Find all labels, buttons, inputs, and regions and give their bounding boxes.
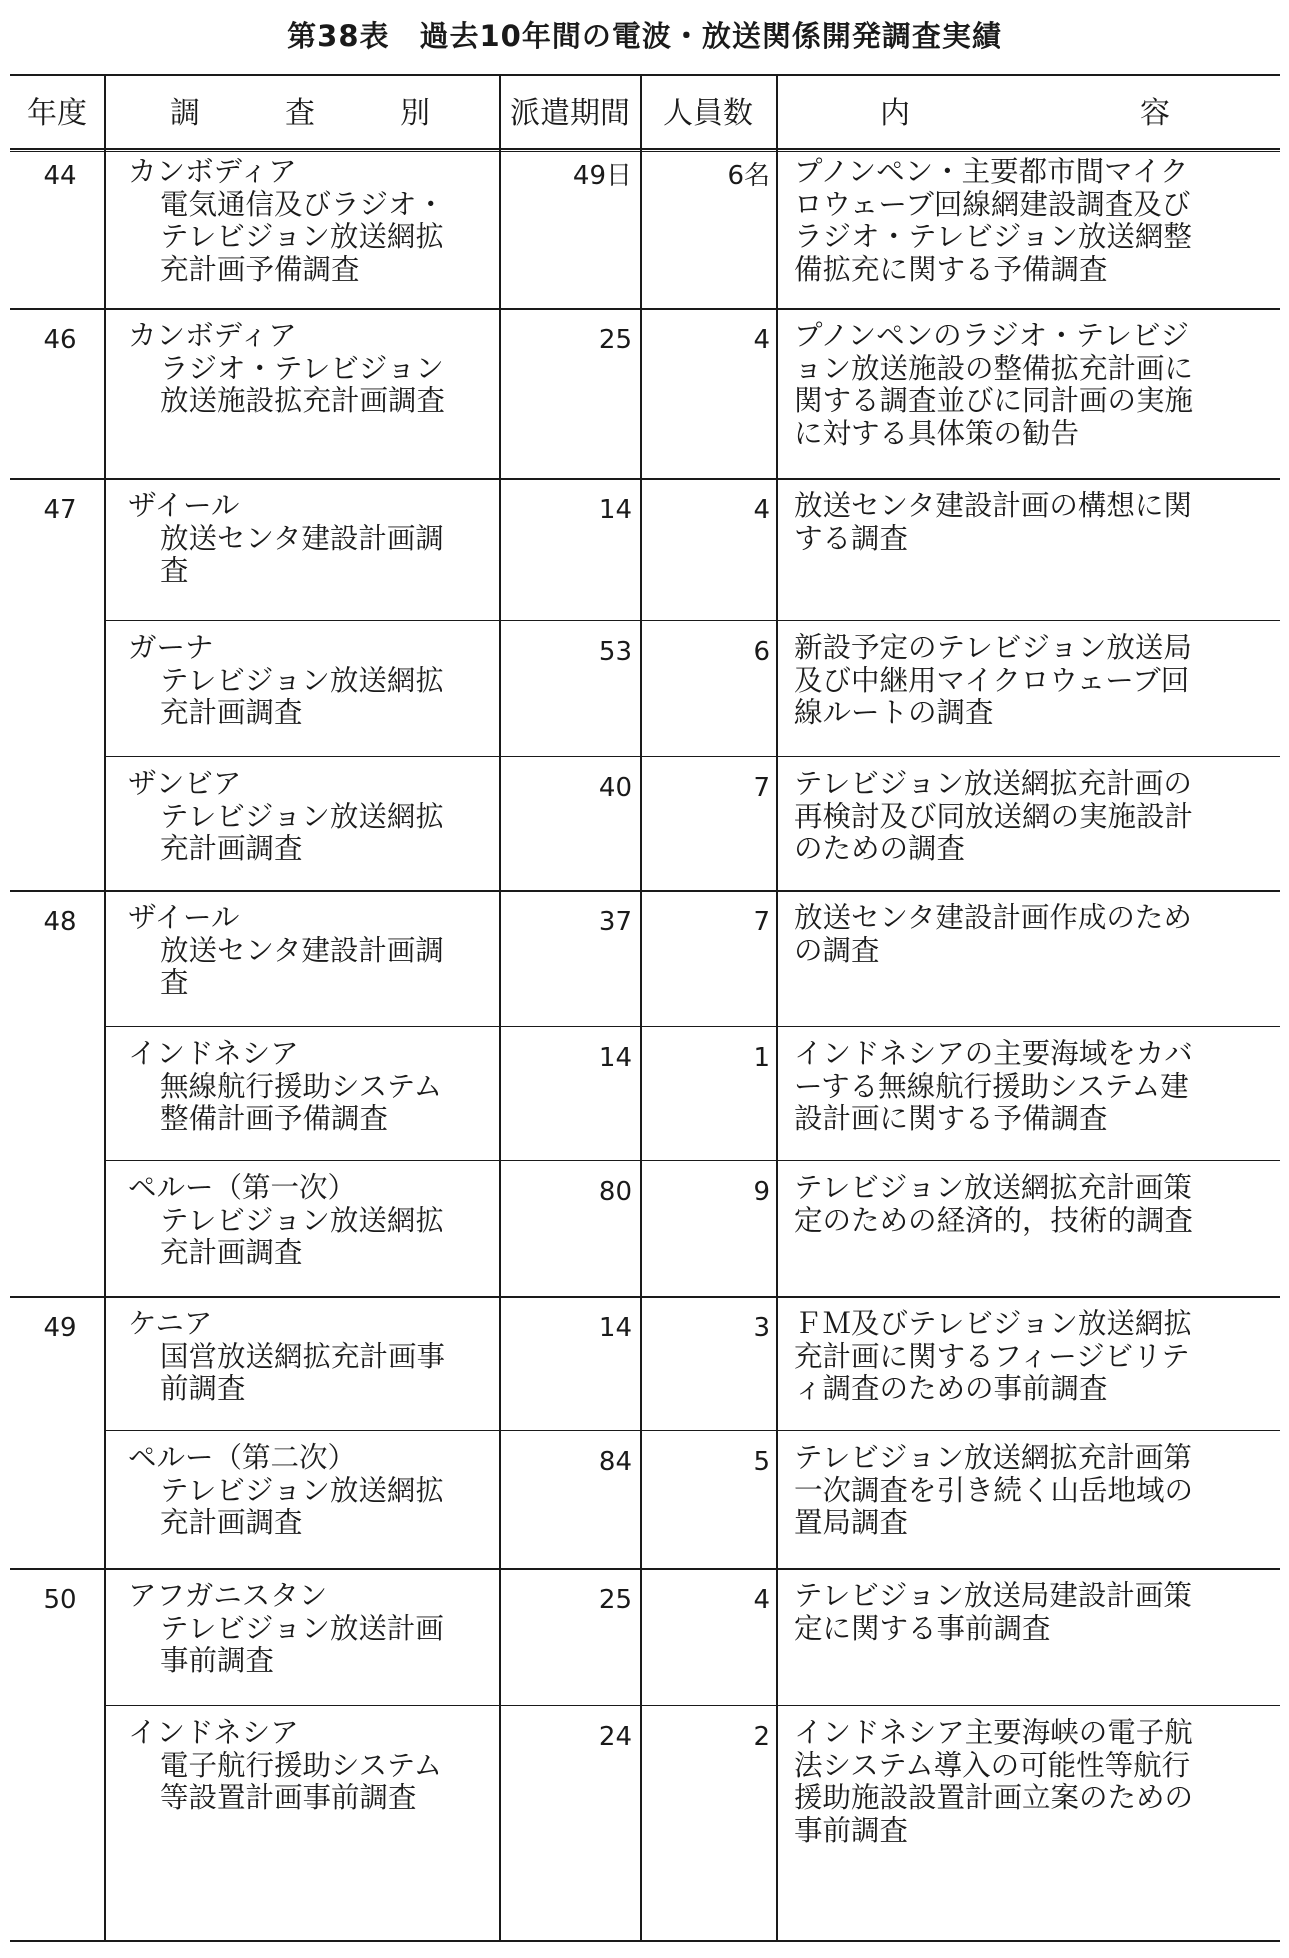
survey-title-line: 放送センタ建設計画調 (160, 521, 444, 555)
year-group-border (10, 478, 1280, 480)
content-line: ィ調査のための事前調査 (794, 1372, 1108, 1405)
member-count: 4 (753, 1585, 770, 1615)
survey-title-line: 査 (160, 554, 189, 587)
row-border (106, 756, 1280, 757)
dispatch-period: 80 (598, 1177, 632, 1207)
content-line: 線ルートの調査 (794, 696, 994, 729)
content-line: インドネシア主要海峡の電子航 (794, 1716, 1193, 1749)
content-line: プノンペンのラジオ・テレビジ (794, 319, 1190, 352)
member-count: 6 (753, 637, 770, 667)
dispatch-period: 37 (598, 907, 632, 937)
year-cell: 44 (43, 161, 77, 191)
row-border (106, 1026, 1280, 1027)
content-line: 援助施設設置計画立案のための (794, 1781, 1194, 1814)
content-line: 定のための経済的，技術的調査 (794, 1203, 1194, 1237)
survey-title-line: テレビジョン放送網拡 (160, 1473, 444, 1507)
survey-title-line: テレビジョン放送網拡 (160, 799, 444, 833)
survey-title-line: 無線航行援助システム (160, 1069, 443, 1103)
content-line: テレビジョン放送局建設計画策 (794, 1579, 1192, 1612)
dispatch-period: 53 (598, 637, 632, 667)
dispatch-period: 14 (598, 1313, 632, 1343)
content-line: 一次調査を引き続く山岳地域の (794, 1473, 1194, 1507)
header-survey-1: 調 (170, 96, 200, 131)
dispatch-period: 40 (598, 773, 632, 803)
content-line: ョン放送施設の整備拡充計画に (794, 351, 1194, 385)
header-bottom-border-2 (10, 151, 1280, 152)
content-line: 及び中継用マイクロウェーブ回 (794, 663, 1190, 697)
year-group-border (10, 308, 1280, 310)
country-name: ザンビア (128, 767, 242, 800)
dispatch-period: 14 (598, 1043, 632, 1073)
row-border (106, 620, 1280, 621)
header-survey-2: 査 (285, 96, 315, 131)
country-name: ケニア (128, 1307, 213, 1340)
content-line: の調査 (794, 933, 880, 967)
survey-title-line: 電気通信及びラジオ・ (160, 187, 446, 221)
country-name: インドネシア (128, 1716, 299, 1749)
content-line: 充計画に関するフィージビリテ (794, 1339, 1190, 1373)
dispatch-period: 24 (598, 1722, 632, 1752)
content-line: 定に関する事前調査 (794, 1611, 1051, 1645)
year-cell: 46 (43, 325, 77, 355)
survey-title-line: 充計画調査 (160, 832, 303, 865)
country-name: カンボディア (128, 155, 297, 188)
country-name: インドネシア (128, 1037, 299, 1070)
year-group-border (10, 890, 1280, 892)
content-line: インドネシアの主要海域をカバ (794, 1037, 1193, 1070)
content-line: 事前調査 (794, 1813, 909, 1847)
content-line: 新設予定のテレビジョン放送局 (794, 631, 1192, 664)
content-line: する調査 (794, 521, 909, 555)
row-border (106, 1160, 1280, 1161)
dispatch-period: 14 (598, 495, 632, 525)
content-line: 放送センタ建設計画の構想に関 (794, 489, 1192, 522)
column-divider-year (104, 76, 106, 1940)
column-divider-members (776, 76, 778, 1940)
content-line: に対する具体策の勧告 (794, 416, 1080, 450)
survey-title-line: 充計画調査 (160, 1506, 303, 1539)
survey-title-line: 放送センタ建設計画調 (160, 933, 444, 967)
content-line: テレビジョン放送網拡充計画策 (794, 1171, 1192, 1204)
dispatch-period: 25 (598, 325, 632, 355)
member-count: 5 (753, 1447, 770, 1477)
content-line: 放送センタ建設計画作成のため (794, 901, 1192, 934)
survey-title-line: 充計画調査 (160, 696, 303, 729)
content-line: テレビジョン放送網拡充計画第 (794, 1441, 1192, 1474)
header-members: 人員数 (663, 96, 753, 131)
country-name: ザイール (128, 901, 240, 934)
content-line: 備拡充に関する予備調査 (794, 252, 1108, 286)
content-line: ーする無線航行援助システム建 (794, 1069, 1189, 1103)
member-count: 4 (753, 495, 770, 525)
dispatch-period: 49日 (572, 161, 632, 191)
survey-title-line: 査 (160, 966, 189, 999)
content-line: ＦＭ及びテレビジョン放送網拡 (794, 1307, 1192, 1340)
survey-title-line: 整備計画予備調査 (160, 1102, 389, 1135)
survey-title-line: 充計画調査 (160, 1236, 303, 1269)
survey-title-line: 充計画予備調査 (160, 252, 360, 286)
survey-title-line: テレビジョン放送網拡 (160, 220, 444, 253)
content-line: ロウェーブ回線網建設調査及び (794, 187, 1191, 221)
survey-title-line: テレビジョン放送網拡 (160, 1203, 444, 1237)
country-name: ペルー（第一次） (128, 1171, 357, 1204)
country-name: ザイール (128, 489, 240, 522)
year-cell: 50 (43, 1585, 77, 1615)
content-line: プノンペン・主要都市間マイク (794, 155, 1189, 188)
header-survey-3: 別 (400, 96, 430, 131)
survey-title-line: 前調査 (160, 1372, 246, 1405)
year-group-border (10, 1296, 1280, 1298)
row-border (106, 1430, 1280, 1431)
country-name: ガーナ (128, 631, 214, 664)
year-cell: 48 (43, 907, 77, 937)
content-line: 再検討及び同放送網の実施設計 (794, 799, 1194, 833)
survey-title-line: ラジオ・テレビジョン (160, 351, 444, 385)
content-line: ラジオ・テレビジョン放送網整 (794, 220, 1192, 253)
content-line: 法システム導入の可能性等航行 (794, 1748, 1191, 1782)
member-count: 1 (753, 1043, 770, 1073)
dispatch-period: 25 (598, 1585, 632, 1615)
column-divider-period (640, 76, 642, 1940)
header-year: 年度 (27, 96, 87, 131)
survey-title-line: 事前調査 (160, 1644, 275, 1677)
year-cell: 49 (43, 1313, 77, 1343)
country-name: アフガニスタン (128, 1579, 328, 1612)
year-group-border (10, 1568, 1280, 1570)
header-content-2: 容 (1140, 96, 1170, 131)
content-line: 置局調査 (794, 1506, 909, 1539)
country-name: カンボディア (128, 319, 297, 352)
member-count: 2 (753, 1722, 770, 1752)
country-name: ペルー（第二次） (128, 1441, 357, 1474)
member-count: 9 (753, 1177, 770, 1207)
member-count: 4 (753, 325, 770, 355)
survey-title-line: テレビジョン放送計画 (160, 1611, 444, 1645)
survey-title-line: 放送施設拡充計画調査 (160, 384, 446, 417)
year-cell: 47 (43, 495, 77, 525)
member-count: 3 (753, 1313, 770, 1343)
row-border (106, 1705, 1280, 1706)
header-content-1: 内 (880, 96, 910, 131)
content-line: のための調査 (794, 832, 966, 865)
table-bottom-border (10, 1940, 1280, 1942)
member-count: 6名 (727, 161, 770, 191)
header-period: 派遣期間 (510, 96, 630, 131)
dispatch-period: 84 (598, 1447, 632, 1477)
content-line: テレビジョン放送網拡充計画の (794, 767, 1192, 800)
content-line: 関する調査並びに同計画の実施 (794, 384, 1194, 417)
content-line: 設計画に関する予備調査 (794, 1102, 1108, 1135)
member-count: 7 (753, 907, 770, 937)
member-count: 7 (753, 773, 770, 803)
page-title: 第38表 過去10年間の電波・放送関係開発調査実績 (287, 19, 1002, 53)
survey-title-line: 電子航行援助システム (160, 1748, 443, 1782)
survey-title-line: 国営放送網拡充計画事 (160, 1339, 446, 1373)
survey-title-line: テレビジョン放送網拡 (160, 663, 444, 697)
survey-title-line: 等設置計画事前調査 (160, 1781, 417, 1814)
table-top-border (10, 74, 1280, 76)
column-divider-survey (499, 76, 501, 1940)
